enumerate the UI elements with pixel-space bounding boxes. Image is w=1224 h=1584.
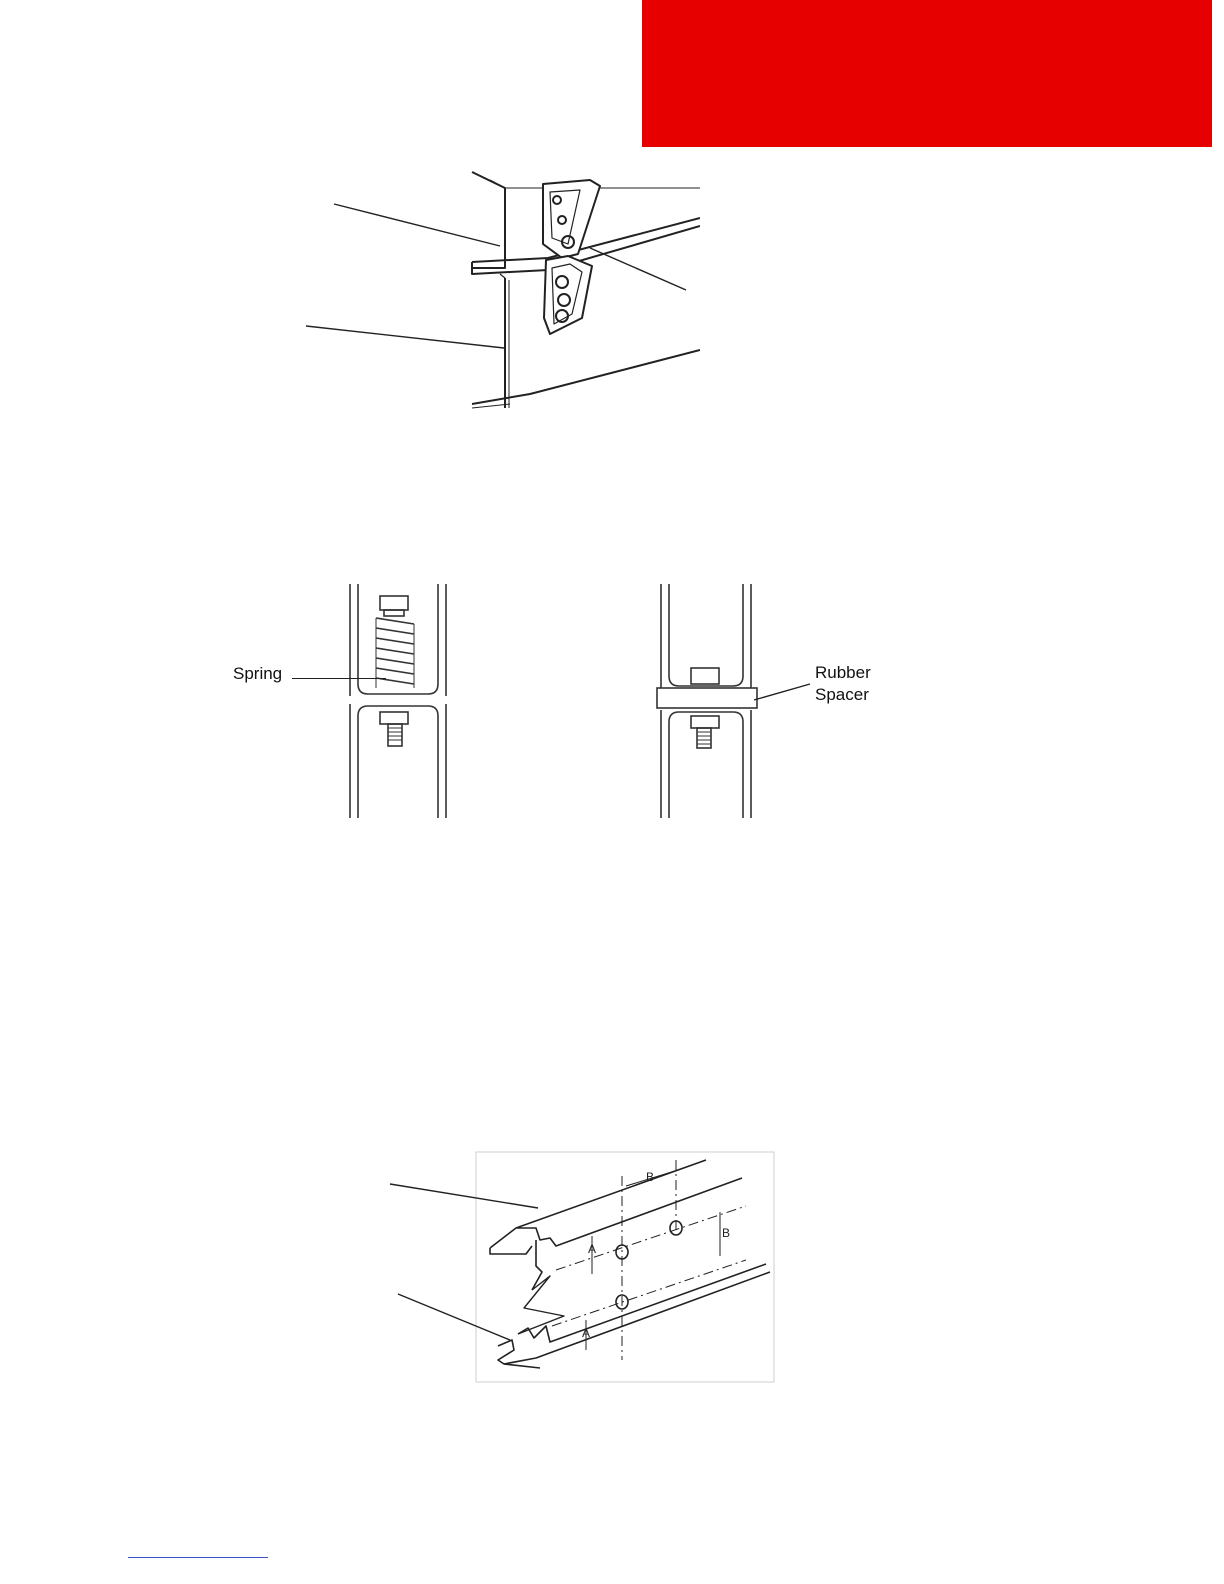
channel-clip-drawing bbox=[300, 168, 700, 410]
rubber-spacer-leader-line bbox=[752, 680, 812, 704]
dimension-a-top: A bbox=[588, 1242, 597, 1256]
figure-spring-connection bbox=[344, 584, 454, 818]
rubber-spacer-connection-drawing bbox=[655, 584, 759, 818]
spring-leader-line bbox=[292, 678, 386, 679]
figure-channel-clip bbox=[300, 168, 700, 410]
strut-channel-drawing bbox=[386, 1150, 778, 1384]
figure-frame bbox=[476, 1152, 774, 1382]
dimension-b-right: B bbox=[722, 1226, 731, 1240]
dimension-b-top: B bbox=[646, 1170, 655, 1184]
spring-connection-drawing bbox=[344, 584, 454, 818]
figure-strut-channel bbox=[386, 1150, 778, 1384]
header-banner bbox=[642, 0, 1212, 147]
figure-rubber-spacer-connection bbox=[655, 584, 759, 818]
footer-link-underline[interactable] bbox=[128, 1557, 268, 1558]
dimension-a-bottom: A bbox=[582, 1326, 591, 1340]
rubber-spacer-label-line2: Spacer bbox=[815, 685, 869, 704]
rubber-spacer-label-line1: Rubber bbox=[815, 663, 871, 682]
spring-label: Spring bbox=[233, 664, 283, 683]
